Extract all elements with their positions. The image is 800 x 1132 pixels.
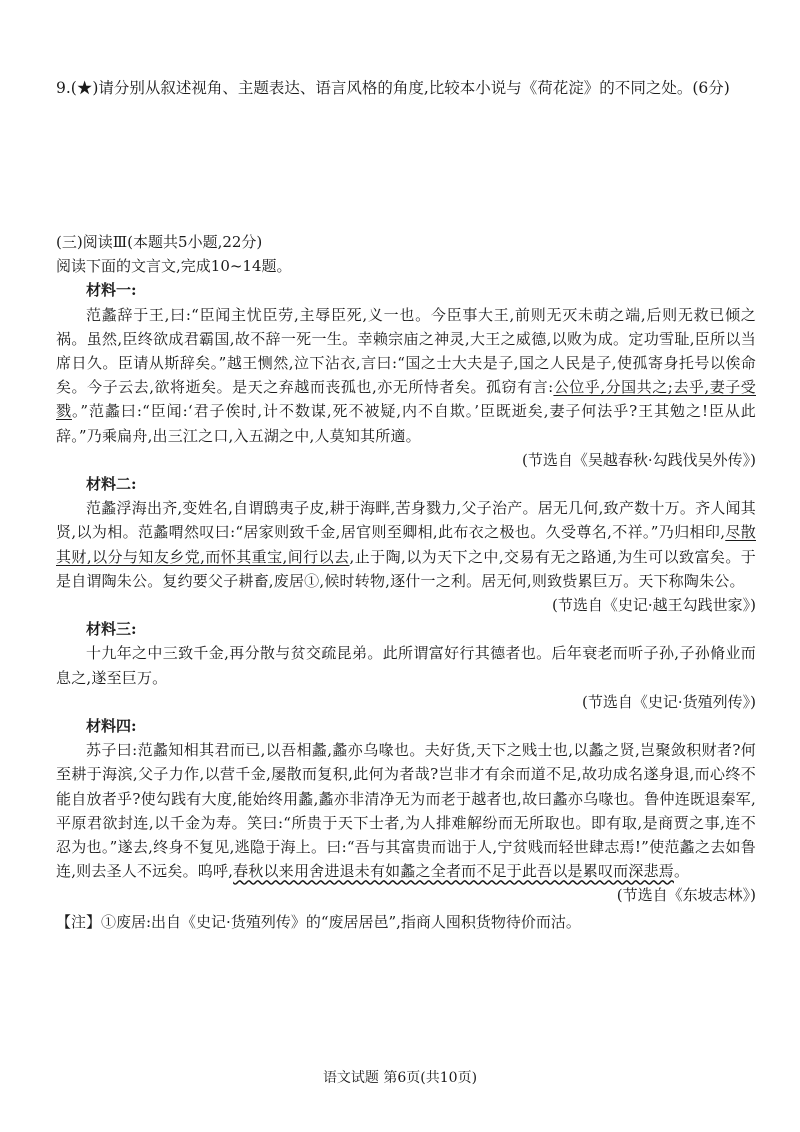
material-4-text-b: 。 xyxy=(673,862,690,881)
material-2-source: (节选自《史记·越王勾践世家》) xyxy=(552,596,756,615)
material-3-title: 材料三: xyxy=(86,620,137,639)
material-4-wavy-underlined: 春秋以来用舍进退未有如蠡之全者而不足于此吾以是累叹而深悲焉 xyxy=(233,862,674,881)
material-2-text-b: ,止于陶,以为天下之中,交易有无之路通,为生可以致富矣。于是自谓陶朱公。复约要父子耕畜,废居①,候时转物,逐什一之利。居无何,则致赀累巨万。天下称陶朱公。 xyxy=(56,547,756,590)
material-1-text-a: 范蠡辞于王,曰:“臣闻主忧臣劳,主辱臣死,义一也。今臣事大王,前则无灭未萌之端,后则无救已倾之祸。虽然,臣终欲成君霸国,故不辞一死一生。幸赖宗庙之神灵,大王之威德,以败为成。定功雪耻,臣所以当席日久。臣请从斯辞矣。”越王恻然,泣下沾衣,言曰:“国之士大夫是子,国之人民是子,使孤寄身托号以俟命矣。今子云去,欲将逝矣。是天之弃越而丧孤也,亦无所恃者矣。孤窃有言: xyxy=(56,305,756,397)
material-3-source: (节选自《史记·货殖列传》) xyxy=(582,692,756,711)
material-2-underlined: 尽散其财,以分与知友乡党,而怀其重宝,间行以去 xyxy=(56,523,756,566)
question-9: 9.(★)请分别从叙述视角、主题表达、语言风格的角度,比较本小说与《荷花淀》的不同之处。(6分) xyxy=(56,79,730,97)
material-4-text xyxy=(56,738,756,883)
page-footer: 语文试题 第6页(共10页) xyxy=(322,1070,478,1086)
reading-section xyxy=(56,230,756,934)
section-instruction: 阅读下面的文言文,完成10~14题。 xyxy=(56,257,292,276)
material-3-text: 十九年之中三致千金,再分散与贫交疏昆弟。此所谓富好行其德者也。后年衰老而听子孙,子孙脩业而息之,遂至巨万。 xyxy=(56,644,756,687)
material-1-underlined: 公位乎,分国共之;去乎,妻子受戮 xyxy=(56,378,756,421)
material-2-text xyxy=(56,496,756,593)
material-2-title: 材料二: xyxy=(86,475,137,494)
material-1-source: (节选自《吴越春秋·勾践伐吴外传》) xyxy=(522,450,756,469)
material-4-source: (节选自《东坡志林》) xyxy=(616,886,756,905)
section-title: (三)阅读Ⅲ(本题共5小题,22分) xyxy=(56,233,263,251)
material-1-title: 材料一: xyxy=(86,281,137,300)
material-1-text-b: 。”范蠡曰:“臣闻:‘君子俟时,计不数谋,死不被疑,内不自欺。’臣既逝矣,妻子何法乎?王其勉之!臣从此辞。”乃乘扁舟,出三江之口,入五湖之中,人莫知其所適。 xyxy=(56,402,757,445)
material-4-title: 材料四: xyxy=(86,717,137,736)
material-1-text xyxy=(56,303,756,448)
material-2-text-a: 范蠡浮海出齐,变姓名,自谓鸱夷子皮,耕于海畔,苦身戮力,父子治产。居无几何,致产数十万。齐人闻其贤,以为相。范蠡喟然叹曰:“居家则致千金,居官则至卿相,此布衣之极也。久受尊名,不祥。”乃归相印, xyxy=(56,499,756,542)
annotation-note: 【注】①废居:出自《史记·货殖列传》的“废居居邑”,指商人囤积货物待价而沽。 xyxy=(56,912,581,931)
material-4-text-a: 苏子曰:范蠡知相其君而已,以吾相蠡,蠡亦乌喙也。夫好货,天下之贱士也,以蠡之贤,岂聚敛积财者?何至耕于海滨,父子力作,以营千金,屡散而复积,此何为者哉?岂非才有余而道不足,故功成名遂身退,而心终不能自放者乎?使勾践有大度,能始终用蠡,蠡亦非清净无为而老于越者也,故曰蠡亦乌喙也。鲁仲连既退秦军,平原君欲封连,以千金为寿。笑曰:“所贵于天下士者,为人排难解纷而无所取也。即有取,是商贾之事,连不忍为也。”遂去,终身不复见,逃隐于海上。曰:“吾与其富贵而诎于人,宁贫贱而轻世肆志焉!”使范蠡之去如鲁连,则去圣人不远矣。呜呼, xyxy=(56,741,756,881)
